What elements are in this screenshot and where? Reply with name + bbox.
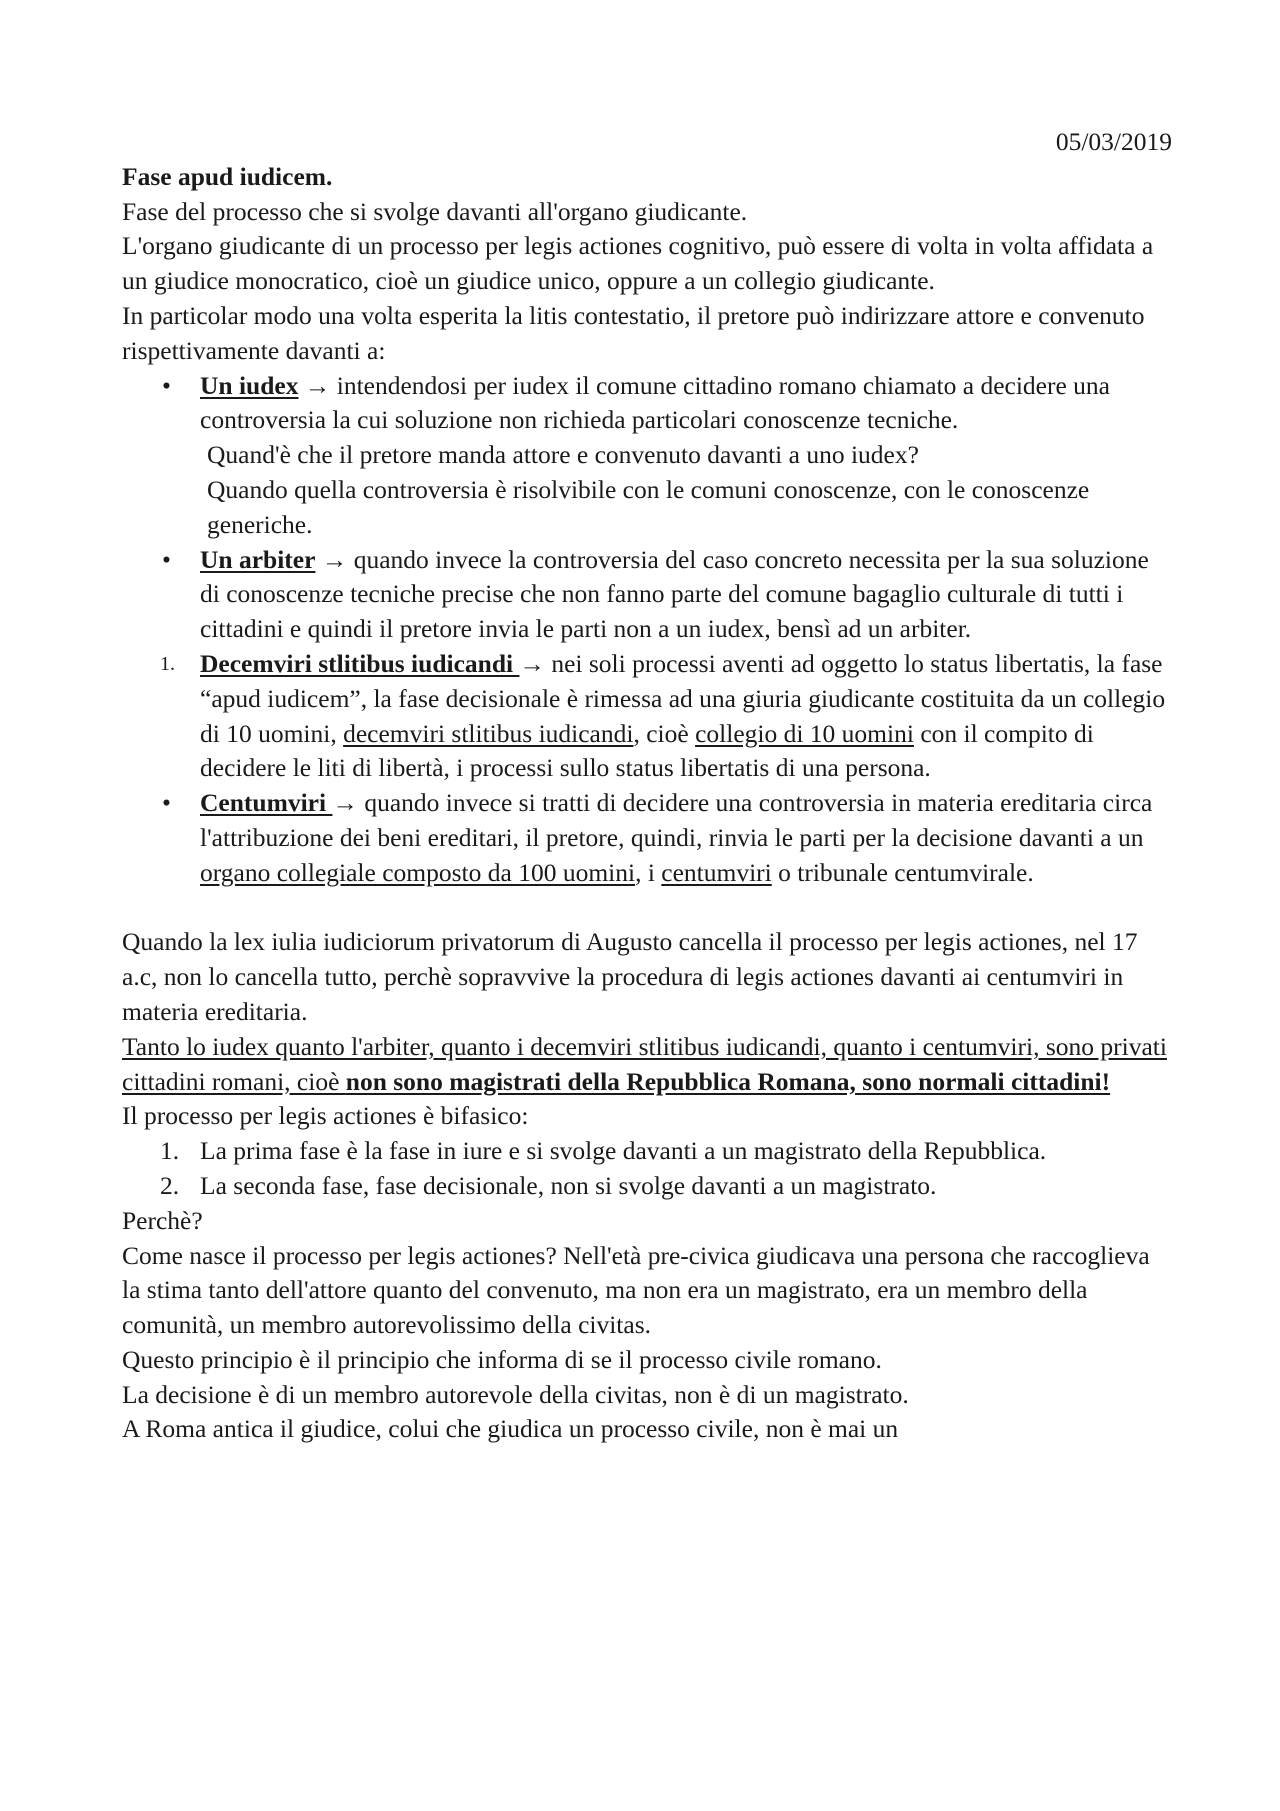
number-marker: 1. xyxy=(160,652,175,675)
list-item-centumviri xyxy=(122,786,1172,890)
centumviri-underline: centumviri xyxy=(661,857,772,887)
closing-paragraph: A Roma antica il giudice, colui che giudica un processo civile, non è mai un xyxy=(122,1414,899,1444)
term-arbiter: Un arbiter xyxy=(200,544,316,574)
centumviri-text: , i xyxy=(635,857,662,887)
number-marker: 1. xyxy=(160,1136,180,1166)
phase-item xyxy=(122,1134,1172,1169)
bullet-marker: • xyxy=(162,370,171,400)
arrow: → xyxy=(332,788,365,818)
phase-text: La prima fase è la fase in iure e si svolge davanti a un magistrato della Repubblica. xyxy=(200,1136,1047,1166)
organo-underline: organo collegiale composto da 100 uomini xyxy=(200,857,636,887)
iudex-question: Quand'è che il pretore manda attore e convenuto davanti a uno iudex? xyxy=(207,440,919,470)
bullet-marker: • xyxy=(162,788,171,818)
decemviri-text: , cioè xyxy=(633,718,696,748)
term-decemviri: Decemviri stlitibus iudicandi xyxy=(200,648,520,678)
list-item-decemviri xyxy=(122,647,1172,786)
document-body xyxy=(122,125,1172,1447)
arrow: → xyxy=(298,370,337,400)
section-title: Fase apud iudicem. xyxy=(122,161,333,191)
centumviri-text: quando invece si tratti di decidere una controversia in materia ereditaria circa l'attribuzione dei beni ereditari, il pretore, quindi, rinvia le parti per la decisione davanti a un xyxy=(200,788,1153,852)
term-iudex: Un iudex xyxy=(200,370,299,400)
intro-paragraph: In particolar modo una volta esperita la litis contestatio, il pretore può indirizzare attore e convenuto rispettivamente davanti a: xyxy=(122,300,1145,365)
decemviri-text: nei soli processi aventi ad oggetto lo status libertatis, la fase “apud iudicem”, la fase decisionale è rimessa ad una giuria giudicante costituita da un collegio di 10 uomini, xyxy=(200,648,1166,748)
arrow: → xyxy=(519,648,552,678)
closing-paragraph: Questo principio è il principio che informa di se il processo civile romano. xyxy=(122,1344,882,1374)
number-marker: 2. xyxy=(160,1170,180,1200)
intro-paragraph: Fase del processo che si svolge davanti all'organo giudicante. xyxy=(122,196,748,226)
emphasis-bold-underlined: non sono magistrati della Repubblica Romana, sono normali cittadini! xyxy=(345,1066,1111,1096)
bullet-marker: • xyxy=(162,544,171,574)
phase-item xyxy=(122,1169,1172,1204)
document-date: 05/03/2019 xyxy=(1055,127,1172,156)
closing-paragraph: Come nasce il processo per legis actiones? Nell'età pre-civica giudicava una persona che raccoglieva la stima tanto dell'attore quanto del convenuto, ma non era un magistrato, era un membro della comunità, un membro autorevolissimo della civitas. xyxy=(122,1240,1150,1340)
emphasis-paragraph xyxy=(122,1030,1172,1100)
arrow: → xyxy=(315,544,354,574)
closing-paragraph: La decisione è di un membro autorevole della civitas, non è di un magistrato. xyxy=(122,1379,909,1409)
iudex-answer: Quando quella controversia è risolvibile con le comuni conoscenze, con le conoscenze generiche. xyxy=(207,474,1090,539)
decemviri-underline: decemviri stlitibus iudicandi xyxy=(343,718,634,748)
arbiter-description: quando invece la controversia del caso concreto necessita per la sua soluzione di conoscenze tecniche precise che non fanno parte del comune bagaglio culturale di tutti i cittadini e quindi il pretore invia le parti non a un iudex, bensì ad un arbiter. xyxy=(200,544,1149,644)
blank-line xyxy=(122,891,1172,926)
intro-paragraph: L'organo giudicante di un processo per legis actiones cognitivo, può essere di volta in volta affidata a un giudice monocratico, cioè un giudice unico, oppure a un collegio giudicante. xyxy=(122,231,1154,296)
lex-iulia-paragraph: Quando la lex iulia iudiciorum privatorum di Augusto cancella il processo per legis actiones, nel 17 a.c, non lo cancella tutto, perchè sopravvive la procedura di legis actiones davanti ai centumviri in materia ereditaria. xyxy=(122,927,1138,1026)
phase-text: La seconda fase, fase decisionale, non si svolge davanti a un magistrato. xyxy=(200,1170,937,1200)
list-item-arbiter xyxy=(122,543,1172,647)
decemviri-text: con il compito di decidere le liti di libertà, i processi sullo status libertatis di una persona. xyxy=(200,718,1094,783)
collegio-underline: collegio di 10 uomini xyxy=(695,718,914,748)
iudex-description: intendendosi per iudex il comune cittadino romano chiamato a decidere una controversia la cui soluzione non richieda particolari conoscenze tecniche. xyxy=(200,370,1110,435)
closing-paragraph: Perchè? xyxy=(122,1205,203,1235)
term-centumviri: Centumviri xyxy=(200,788,333,818)
centumviri-text: o tribunale centumvirale. xyxy=(771,857,1034,887)
list-item-iudex xyxy=(122,369,1172,439)
bifasico-paragraph: Il processo per legis actiones è bifasico: xyxy=(122,1101,529,1131)
emphasis-underlined: Tanto lo iudex quanto l'arbiter, quanto i decemviri stlitibus iudicandi, quanto i centumviri, sono privati cittadini romani, cioè xyxy=(122,1031,1167,1096)
